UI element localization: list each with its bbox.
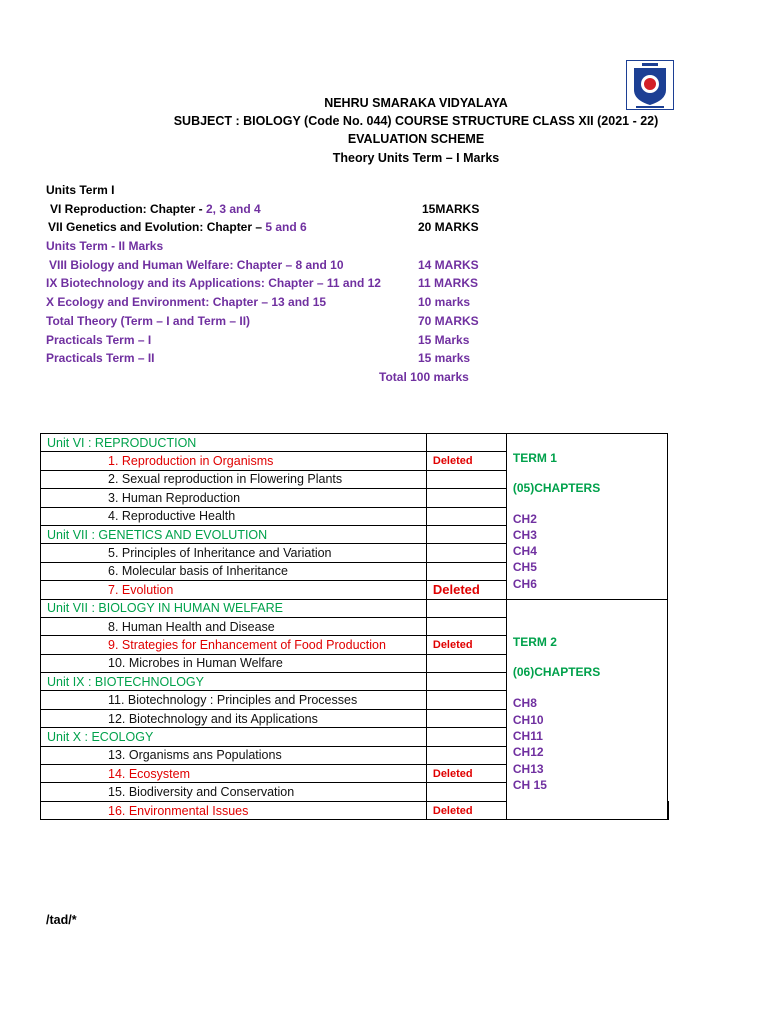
unit-heading: Unit VII : GENETICS AND EVOLUTION: [41, 525, 427, 543]
marks-summary: [46, 181, 486, 387]
summary-row-practicals-term1: Practicals Term – I 15 Marks: [46, 332, 470, 347]
list-item: CH3: [512, 527, 537, 542]
theory-units-title: Theory Units Term – I Marks: [332, 151, 500, 165]
chapter-cell: 6. Molecular basis of Inheritance: [41, 562, 427, 580]
term2-cell: [506, 599, 667, 820]
evaluation-scheme-title: EVALUATION SCHEME: [347, 132, 485, 146]
term-spacer-cell: [667, 801, 668, 819]
status-cell: [426, 783, 506, 801]
summary-row-genetics: VII Genetics and Evolution: Chapter – 5 and 6 20 MARKS: [48, 220, 479, 235]
list-item: CH13: [512, 761, 544, 776]
list-item: CH 15: [512, 777, 547, 792]
signature: /tad/*: [46, 913, 77, 927]
status-cell: [426, 544, 506, 562]
chapter-cell: 5. Principles of Inheritance and Variation: [41, 544, 427, 562]
chapter-cell: 11. Biotechnology : Principles and Processes: [41, 691, 427, 709]
chapter-cell: 2. Sexual reproduction in Flowering Plants: [41, 470, 427, 488]
units-term2-heading: Units Term - II Marks: [46, 239, 164, 254]
status-cell: [426, 673, 506, 691]
list-item: CH8: [512, 696, 537, 711]
list-item: CH6: [512, 576, 537, 591]
chapter-cell: 3. Human Reproduction: [41, 489, 427, 507]
status-cell: [426, 617, 506, 635]
term2-chapter-list: [513, 695, 667, 793]
status-badge: Deleted: [426, 801, 506, 819]
status-cell: [426, 654, 506, 672]
subject-line: SUBJECT : BIOLOGY (Code No. 044) COURSE STRUCTURE CLASS XII (2021 - 22): [173, 114, 659, 128]
chapter-cell: 13. Organisms ans Populations: [41, 746, 427, 764]
status-cell: [426, 599, 506, 617]
chapter-cell: 4. Reproductive Health: [41, 507, 427, 525]
list-item: CH2: [512, 511, 537, 526]
status-cell: [426, 709, 506, 727]
term1-title: TERM 1: [512, 450, 557, 465]
term1-chapter-count: (05)CHAPTERS: [512, 480, 601, 495]
unit-heading: Unit X : ECOLOGY: [41, 728, 427, 746]
status-cell: [426, 525, 506, 543]
status-badge: Deleted: [426, 636, 506, 654]
unit-heading: Unit VI : REPRODUCTION: [41, 434, 427, 452]
unit-heading: Unit IX : BIOTECHNOLOGY: [41, 673, 427, 691]
status-cell: [426, 507, 506, 525]
status-cell: [426, 746, 506, 764]
status-cell: [426, 562, 506, 580]
chapter-cell: 7. Evolution: [41, 581, 427, 599]
chapter-cell: 15. Biodiversity and Conservation: [41, 783, 427, 801]
status-cell: [426, 434, 506, 452]
term1-cell: [506, 434, 667, 600]
status-cell: [426, 470, 506, 488]
status-badge: Deleted: [426, 765, 506, 783]
term2-chapter-count: (06)CHAPTERS: [512, 665, 601, 680]
list-item: CH5: [512, 560, 537, 575]
summary-row-total-theory: Total Theory (Term – I and Term – II) 70 MARKS: [46, 313, 479, 328]
status-cell: [426, 691, 506, 709]
chapter-cell: 16. Environmental Issues: [41, 801, 427, 819]
summary-row-ecology: X Ecology and Environment: Chapter – 13 and 15 10 marks: [46, 295, 471, 310]
list-item: CH12: [512, 745, 544, 760]
chapter-cell: 1. Reproduction in Organisms: [41, 452, 427, 470]
summary-row-reproduction: VI Reproduction: Chapter - 2, 3 and 4 15MARKS: [50, 201, 480, 216]
units-term1-heading: Units Term I: [46, 183, 115, 197]
chapter-cell: 10. Microbes in Human Welfare: [41, 654, 427, 672]
chapter-cell: 12. Biotechnology and its Applications: [41, 709, 427, 727]
term1-chapter-list: [513, 511, 667, 592]
summary-total-marks: Total 100 marks: [379, 369, 469, 384]
summary-row-practicals-term2: Practicals Term – II 15 marks: [46, 351, 471, 366]
list-item: CH10: [512, 712, 544, 727]
school-name: NEHRU SMARAKA VIDYALAYA: [324, 96, 508, 110]
term2-title: TERM 2: [512, 635, 557, 650]
summary-row-biotechnology: IX Biotechnology and its Applications: Chapter – 11 and 12 11 MARKS: [46, 276, 479, 291]
status-badge: Deleted: [426, 452, 506, 470]
list-item: CH4: [512, 544, 537, 559]
summary-row-biology-welfare: VIII Biology and Human Welfare: Chapter – 8 and 10 14 MARKS: [49, 257, 479, 272]
status-cell: [426, 489, 506, 507]
table-row: [41, 434, 669, 452]
status-cell: [426, 728, 506, 746]
status-badge: Deleted: [426, 581, 506, 599]
chapter-cell: 14. Ecosystem: [41, 765, 427, 783]
chapter-cell: 8. Human Health and Disease: [41, 617, 427, 635]
list-item: CH11: [512, 729, 543, 744]
syllabus-table: [40, 433, 669, 820]
table-row: [41, 599, 669, 617]
chapter-cell: 9. Strategies for Enhancement of Food Production: [41, 636, 427, 654]
unit-heading: Unit VII : BIOLOGY IN HUMAN WELFARE: [41, 599, 427, 617]
